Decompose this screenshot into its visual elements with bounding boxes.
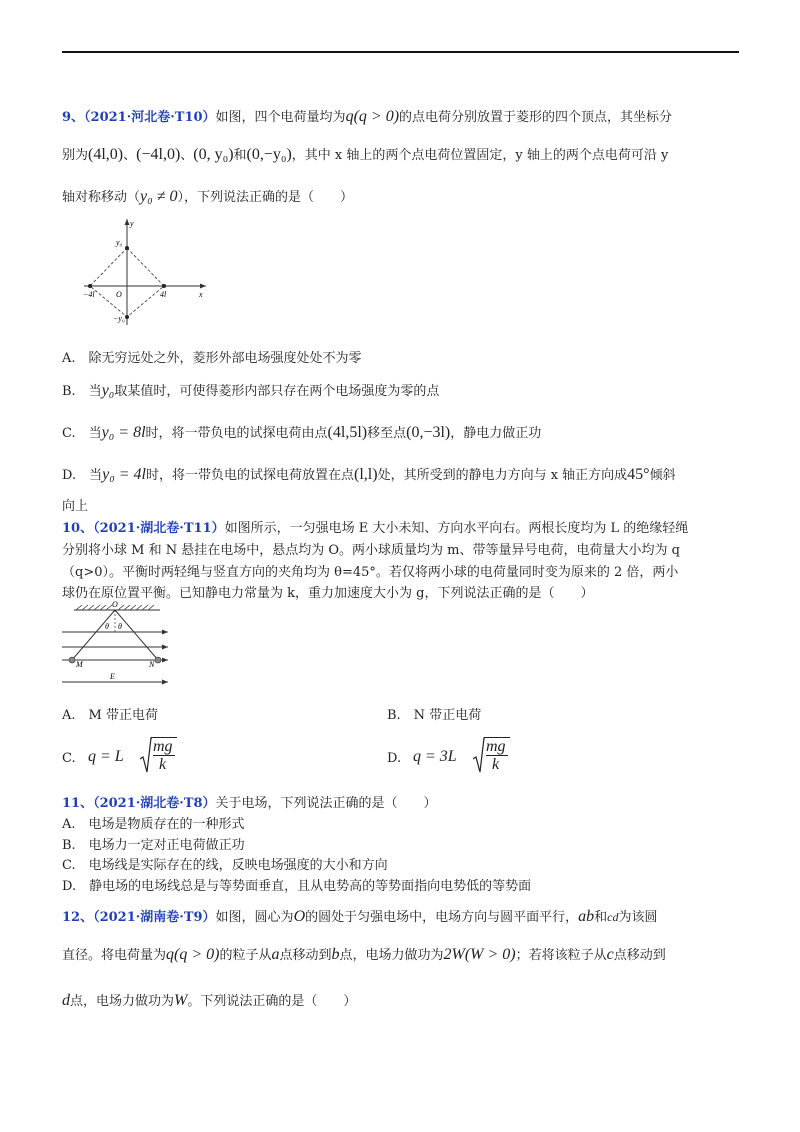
q12-math: b xyxy=(331,946,340,963)
q9-fig-y0: y₀ xyxy=(116,238,123,247)
q10-fig-n: N xyxy=(149,660,155,669)
q10-numerator: mg xyxy=(486,738,506,755)
q9-text: ），下列说法正确的是（ ） xyxy=(177,190,353,205)
q9-text: ，其中 x 轴上的两个点电荷位置固定，y 轴上的两个点电荷可沿 y xyxy=(291,148,669,163)
q9-option-d-line2: 向上 xyxy=(62,499,89,514)
q11-text: 关于电场，下列说法正确的是（ ） xyxy=(215,796,437,811)
q11-option-d: D. 静电场的电场线总是与等势面垂直，且从电势高的等势面指向电势低的等势面 xyxy=(62,879,532,894)
q12-math: d xyxy=(62,992,70,1009)
q12-text: 如图，圆心为 xyxy=(215,910,294,925)
q10-pendulum-figure xyxy=(60,598,180,686)
q10-fig-o: O xyxy=(112,600,118,609)
q9-text: 取某值时，可使得菱形内部只存在两个电场强度为零的点 xyxy=(114,384,440,399)
q10-option-label: C. xyxy=(62,751,76,766)
q10-option-b: B. N 带正电荷 xyxy=(387,708,482,723)
q10-line-2: 分别将小球 M 和 N 悬挂在电场中，悬点均为 O。两小球质量均为 m、带等量异号电荷，电荷量大小均为 q xyxy=(62,543,680,558)
q9-point: (0,−y₀) xyxy=(246,146,292,163)
q9-text: ，静电力做正功 xyxy=(450,426,542,441)
q9-text: 的点电荷分别放置于菱形的四个顶点，其坐标分 xyxy=(399,110,673,125)
q10-option-a: A. M 带正电荷 xyxy=(62,708,158,723)
q9-math: (0,−3l) xyxy=(406,424,451,441)
q12-math: O xyxy=(293,908,306,925)
q10-line-1 xyxy=(62,520,688,538)
q9-fig-x-label: x xyxy=(199,290,203,299)
q12-math: q(q > 0) xyxy=(166,946,220,963)
q10-formula: q = 3L xyxy=(413,748,457,765)
q9-text: D. 当 xyxy=(62,468,103,483)
q12-line-2 xyxy=(62,946,666,965)
q12-text: ；若将该粒子从 xyxy=(515,948,607,963)
q10-line-3: （q>0）。平衡时两轻绳与竖直方向的夹角均为 θ=45°。若仅将两小球的电荷量同时变为原来的 2 倍，两小 xyxy=(62,565,679,580)
q9-rhombus-figure xyxy=(80,215,210,327)
q11-option-a: A. 电场是物质存在的一种形式 xyxy=(62,817,245,832)
q12-line-1 xyxy=(62,908,658,927)
q11-number: 11、 xyxy=(62,796,94,811)
q11-source: （2021·湖北卷·T8） xyxy=(93,796,216,811)
q10-line-4: 球仍在原位置平衡。已知静电力常量为 k，重力加速度大小为 g，下列说法正确的是（ ） xyxy=(62,586,594,601)
q12-text: 的圆处于匀强电场中，电场方向与圆平面平行， xyxy=(305,910,579,925)
q9-math: y₀ = 8l xyxy=(101,424,146,441)
header-rule xyxy=(62,51,739,53)
q12-math: a xyxy=(271,946,280,963)
q9-point: (−4l,0) xyxy=(136,146,181,163)
q9-text: 如图，四个电荷量均为 xyxy=(215,110,346,125)
q10-denominator: k xyxy=(492,756,500,773)
q10-source: （2021·湖北卷·T11） xyxy=(93,521,225,536)
q12-text: 和 xyxy=(594,910,608,925)
q9-option-b xyxy=(62,382,439,401)
q10-fig-e: E xyxy=(110,672,115,681)
q9-option-d xyxy=(62,466,676,485)
q9-point: (0, y₀) xyxy=(193,146,234,163)
q12-math: 2W(W > 0) xyxy=(443,946,516,963)
q11-option-b: B. 电场力一定对正电荷做正功 xyxy=(62,838,245,853)
q9-point: (4l,0) xyxy=(88,146,124,163)
q11-line-1 xyxy=(62,795,437,813)
q9-text: 时，将一带负电的试探电荷由点 xyxy=(145,426,328,441)
q10-text: 如图所示，一匀强电场 E 大小未知、方向水平向右。两根长度均为 L 的绝缘轻绳 xyxy=(224,521,689,536)
q10-option-label: D. xyxy=(387,751,402,766)
q10-fig-theta-right: θ xyxy=(118,622,122,631)
q9-math: y₀ xyxy=(101,382,115,399)
q9-text: 移至点 xyxy=(367,426,407,441)
q10-denominator: k xyxy=(159,756,167,773)
q9-line-3 xyxy=(62,188,353,207)
q9-line-2 xyxy=(62,146,668,165)
q9-number: 9、 xyxy=(62,110,85,125)
q12-number: 12、 xyxy=(62,910,94,925)
q10-fig-m: M xyxy=(76,660,83,669)
q9-text: 倾斜 xyxy=(649,468,676,483)
q10-sqrt-icon xyxy=(140,737,152,775)
q12-text: 点移动到 xyxy=(279,948,332,963)
q9-math: 45° xyxy=(627,466,650,483)
q12-math: cd xyxy=(607,910,619,924)
q12-text: 。下列说法正确的是（ ） xyxy=(187,994,357,1009)
q9-sep: 、 xyxy=(123,148,137,163)
q12-text: 为该圆 xyxy=(618,910,658,925)
q9-fig-neg-y0: −y₀ xyxy=(113,314,125,323)
q12-math: W xyxy=(174,992,188,1009)
q9-text: B. 当 xyxy=(62,384,102,399)
q10-fig-theta-left: θ xyxy=(105,622,109,631)
q12-text: 点移动到 xyxy=(613,948,666,963)
q9-fig-origin: O xyxy=(116,290,122,299)
q9-sep: 、 xyxy=(180,148,194,163)
q12-text: 的粒子从 xyxy=(219,948,272,963)
q12-text: 点，电场力做功为 xyxy=(70,994,175,1009)
q9-source: （2021·河北卷·T10） xyxy=(84,110,216,125)
q9-text: C. 当 xyxy=(62,426,102,441)
q9-charge: q(q > 0) xyxy=(345,108,400,125)
q9-text: 时，将一带负电的试探电荷放置在点 xyxy=(146,468,355,483)
q10-number: 10、 xyxy=(62,521,94,536)
q12-math: c xyxy=(606,946,614,963)
q12-text: 直径。将电荷量为 xyxy=(62,948,167,963)
q10-numerator: mg xyxy=(153,738,173,755)
q12-text: 点，电场力做功为 xyxy=(339,948,444,963)
q9-option-c xyxy=(62,424,541,443)
q9-text: 处，其所受到的静电力方向与 x 轴正方向成 xyxy=(377,468,628,483)
q9-fig-4l: 4l xyxy=(160,290,167,299)
q9-math: (4l,5l) xyxy=(327,424,368,441)
q9-text: 别为 xyxy=(62,148,89,163)
q12-line-3 xyxy=(62,992,356,1011)
q10-sqrt-icon xyxy=(473,737,485,775)
q9-fig-neg-4l: −4l xyxy=(83,290,95,299)
q9-sep: 和 xyxy=(233,148,247,163)
q9-fig-y-label: y xyxy=(130,219,134,228)
q9-math: y₀ = 4l xyxy=(102,466,146,483)
q12-math: ab xyxy=(578,908,595,925)
q9-math: (l,l) xyxy=(354,466,378,483)
q9-text: 轴对称移动（ xyxy=(62,190,141,205)
q12-source: （2021·湖南卷·T9） xyxy=(93,910,216,925)
q9-line-1 xyxy=(62,108,672,127)
q11-option-c: C. 电场线是实际存在的线，反映电场强度的大小和方向 xyxy=(62,858,388,873)
q10-formula: q = L xyxy=(88,748,124,765)
q9-option-a: A. 除无穷远处之外，菱形外部电场强度处处不为零 xyxy=(62,351,362,366)
q9-condition: y₀ ≠ 0 xyxy=(140,188,178,205)
